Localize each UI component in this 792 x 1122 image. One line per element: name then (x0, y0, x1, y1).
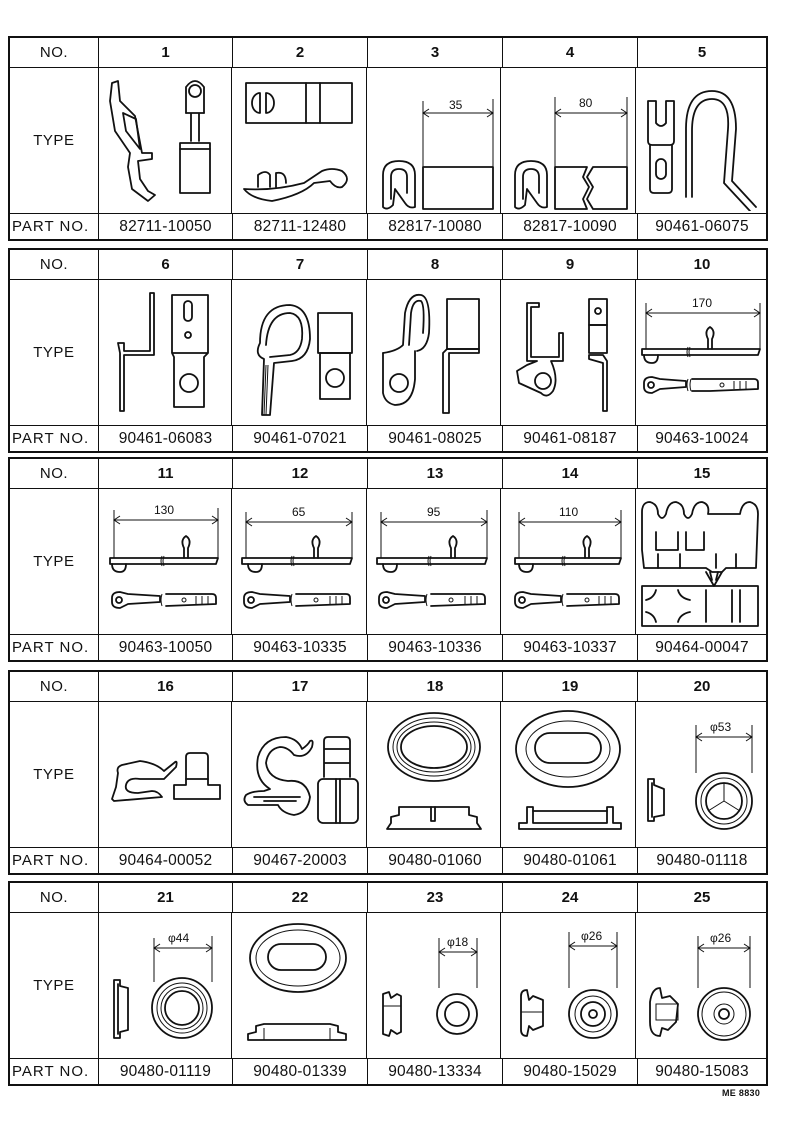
part-illustration (500, 280, 635, 425)
part-illustration (231, 702, 366, 847)
item-number: 11 (98, 459, 232, 488)
part-number: 90463-10337 (502, 635, 637, 660)
drawing-code: ME 8830 (722, 1088, 761, 1098)
part-number: 90463-10336 (367, 635, 502, 660)
part-no-row (10, 425, 766, 451)
item-number: 5 (637, 38, 766, 67)
part-illustration (635, 489, 766, 634)
item-number: 18 (367, 672, 502, 701)
part-illustration (98, 702, 232, 847)
item-number: 21 (98, 883, 232, 912)
type-row (10, 279, 766, 425)
part-illustration (635, 280, 766, 425)
type-label: TYPE (33, 132, 75, 149)
part-no-label: PART NO. (12, 218, 90, 235)
edge-clip-35-icon (369, 71, 499, 211)
part-number: 90461-06083 (98, 426, 232, 451)
type-label: TYPE (33, 977, 75, 994)
item-number: 12 (232, 459, 367, 488)
no-label: NO. (39, 465, 69, 482)
loop-clamp-icon (234, 283, 364, 423)
band-clamp-170-icon (636, 283, 766, 423)
hook-clamp-icon (636, 71, 766, 211)
item-number: 8 (367, 250, 502, 279)
type-label: TYPE (33, 553, 75, 570)
multi-clip-holder-icon (636, 492, 766, 632)
part-illustration (98, 68, 232, 213)
no-row (10, 38, 766, 67)
round-grommet-26-icon (503, 916, 633, 1056)
part-number: 90480-15029 (502, 1059, 637, 1084)
push-clip-icon (100, 705, 230, 845)
item-number: 4 (502, 38, 637, 67)
part-number: 90480-15083 (637, 1059, 766, 1084)
strap-clamp-icon (234, 71, 364, 211)
no-row (10, 672, 766, 701)
part-no-label: PART NO. (12, 1063, 90, 1080)
item-number: 7 (232, 250, 367, 279)
s-clip-icon (234, 705, 364, 845)
part-no-row (10, 213, 766, 239)
part-number: 90461-06075 (637, 214, 766, 239)
type-label: TYPE (33, 766, 75, 783)
no-label: NO. (39, 256, 69, 273)
part-number: 82711-12480 (232, 214, 367, 239)
part-no-row (10, 1058, 766, 1084)
dimension-label: 110 (559, 504, 579, 519)
item-number: 1 (98, 38, 232, 67)
part-number: 90463-10335 (232, 635, 367, 660)
part-illustration (366, 280, 501, 425)
dimension-label: 170 (691, 295, 713, 310)
part-no-row (10, 634, 766, 660)
oval-grommet-slot-icon (234, 916, 364, 1056)
edge-clip-80-icon (503, 71, 633, 211)
dimension-label: φ26 (709, 930, 732, 945)
harness-clamp-icon (100, 71, 230, 211)
part-illustration (366, 913, 501, 1058)
part-number: 82817-10090 (502, 214, 637, 239)
part-illustration (635, 702, 766, 847)
band-clamp-95-icon (369, 492, 499, 632)
part-no-label: PART NO. (12, 639, 90, 656)
item-number: 25 (637, 883, 766, 912)
item-number: 22 (232, 883, 367, 912)
dimension-label: 35 (448, 97, 462, 112)
no-label: NO. (39, 678, 69, 695)
part-no-row (10, 847, 766, 873)
round-grommet-18-icon (369, 916, 499, 1056)
dimension-label: φ53 (709, 719, 732, 734)
oval-grommet-large-icon (503, 705, 633, 845)
part-illustration (635, 913, 766, 1058)
item-number: 17 (232, 672, 367, 701)
part-illustration (98, 280, 232, 425)
type-label: TYPE (33, 344, 75, 361)
part-number: 82817-10080 (367, 214, 502, 239)
part-illustration (366, 68, 501, 213)
part-illustration (366, 489, 501, 634)
item-number: 2 (232, 38, 367, 67)
oval-grommet-icon (369, 705, 499, 845)
parts-table-4 (8, 670, 768, 875)
item-number: 10 (637, 250, 766, 279)
item-number: 23 (367, 883, 502, 912)
no-row (10, 459, 766, 488)
part-number: 90480-01119 (98, 1059, 232, 1084)
part-number: 90480-01061 (502, 848, 637, 873)
item-number: 19 (502, 672, 637, 701)
part-illustration (366, 702, 501, 847)
part-illustration (231, 68, 366, 213)
part-number: 90464-00047 (637, 635, 766, 660)
part-number: 90480-01339 (232, 1059, 367, 1084)
item-number: 3 (367, 38, 502, 67)
no-label: NO. (39, 44, 69, 61)
item-number: 15 (637, 459, 766, 488)
part-number: 90480-01060 (367, 848, 502, 873)
parts-table-3 (8, 457, 768, 662)
item-number: 20 (637, 672, 766, 701)
part-number: 90463-10050 (98, 635, 232, 660)
dimension-label: φ18 (446, 934, 468, 949)
part-illustration (98, 489, 232, 634)
type-row (10, 701, 766, 847)
part-number: 82711-10050 (98, 214, 232, 239)
part-no-label: PART NO. (12, 852, 90, 869)
part-illustration (231, 913, 366, 1058)
parts-table-5 (8, 881, 768, 1086)
round-grommet-44-icon (100, 916, 230, 1056)
part-number: 90463-10024 (637, 426, 766, 451)
parts-table-2 (8, 248, 768, 453)
type-row (10, 67, 766, 213)
part-number: 90480-13334 (367, 1059, 502, 1084)
item-number: 16 (98, 672, 232, 701)
hook-bracket-icon (369, 283, 499, 423)
round-grommet-26b-icon (636, 916, 766, 1056)
part-illustration (500, 68, 635, 213)
part-number: 90461-07021 (232, 426, 367, 451)
j-bracket-icon (503, 283, 633, 423)
part-illustration (500, 913, 635, 1058)
type-row (10, 912, 766, 1058)
part-illustration (231, 280, 366, 425)
part-number: 90461-08187 (502, 426, 637, 451)
item-number: 9 (502, 250, 637, 279)
bracket-clamp-icon (100, 283, 230, 423)
part-number: 90467-20003 (232, 848, 367, 873)
dimension-label: 95 (426, 504, 440, 519)
dimension-label: 80 (579, 95, 593, 110)
dimension-label: φ44 (168, 930, 190, 945)
part-illustration (231, 489, 366, 634)
no-label: NO. (39, 889, 69, 906)
dimension-label: φ26 (581, 928, 603, 943)
item-number: 13 (367, 459, 502, 488)
part-illustration (635, 68, 766, 213)
part-illustration (500, 489, 635, 634)
round-grommet-53-icon (636, 705, 766, 845)
part-number: 90480-01118 (637, 848, 766, 873)
type-row (10, 488, 766, 634)
band-clamp-130-icon (100, 492, 230, 632)
part-illustration (98, 913, 232, 1058)
part-number: 90464-00052 (98, 848, 232, 873)
parts-table-1 (8, 36, 768, 241)
dimension-label: 65 (292, 504, 306, 519)
band-clamp-65-icon (234, 492, 364, 632)
part-number: 90461-08025 (367, 426, 502, 451)
item-number: 24 (502, 883, 637, 912)
dimension-label: 130 (154, 502, 175, 517)
item-number: 14 (502, 459, 637, 488)
item-number: 6 (98, 250, 232, 279)
no-row (10, 250, 766, 279)
part-illustration (500, 702, 635, 847)
part-no-label: PART NO. (12, 430, 90, 447)
band-clamp-110-icon (503, 492, 633, 632)
no-row (10, 883, 766, 912)
